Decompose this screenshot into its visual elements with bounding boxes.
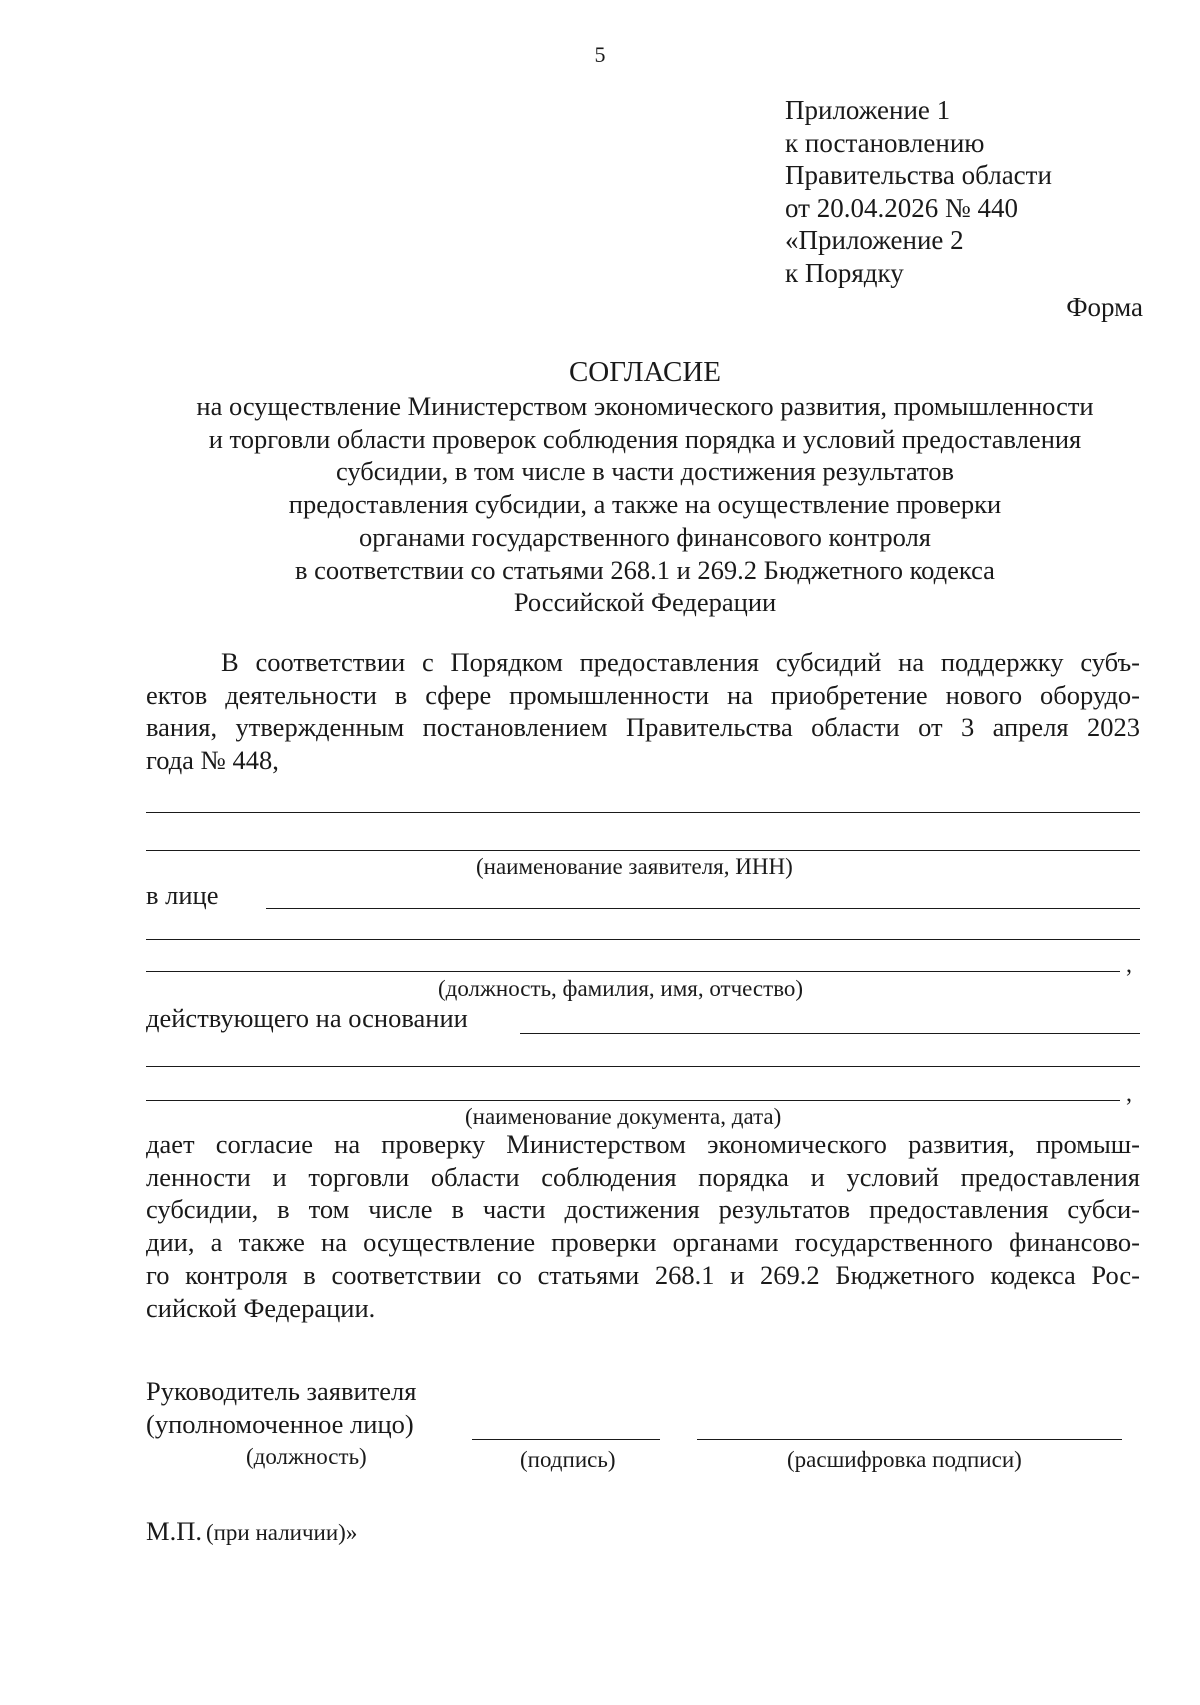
comma: , — [1126, 952, 1132, 978]
in-person-line-1[interactable] — [266, 908, 1140, 909]
applicant-caption: (наименование заявителя, ИНН) — [476, 854, 793, 879]
subtitle-line: на осуществление Министерством экономического развития, промышленности — [196, 391, 1094, 421]
subtitle-line: предоставления субсидии, а также на осуществление проверки — [288, 489, 1002, 520]
acting-basis-label: действующего на основании — [146, 1003, 468, 1033]
paragraph-line: дает согласие на проверку Министерством экономического развития, промыш- — [146, 1129, 1140, 1159]
subtitle-line: субсидии, в том числе в части достижения результатов — [335, 456, 955, 487]
appendix-line: от 20.04.2026 № 440 — [785, 192, 1018, 223]
document-subtitle — [0, 390, 1200, 619]
subtitle-line: и торговли области проверок соблюдения порядка и условий предоставления — [208, 423, 1082, 454]
paragraph-line: дии, а также на осуществление проверки органами государственного финансово- — [146, 1227, 1140, 1258]
appendix-line: Приложение 1 — [785, 95, 951, 125]
comma: , — [1126, 1081, 1132, 1107]
signature-decoding-caption: (расшифровка подписи) — [787, 1447, 1022, 1472]
authorized-person-label: (уполномоченное лицо) — [146, 1409, 414, 1439]
paragraph-line: В соответствии с Порядком предоставления субсидий на поддержку субъ- — [221, 647, 1140, 677]
appendix-line: «Приложение 2 — [785, 225, 964, 255]
appendix-block — [785, 94, 1052, 289]
paragraph-line: ленности и торговли области соблюдения порядка и условий предоставления — [146, 1161, 1140, 1192]
document-caption: (наименование документа, дата) — [465, 1104, 782, 1129]
subtitle-line: в соответствии со статьями 268.1 и 269.2 Бюджетного кодекса — [295, 554, 995, 585]
paragraph-line: субсидии, в том числе в части достижения результатов предоставления субси- — [146, 1194, 1140, 1225]
subtitle-line: Российской Федерации — [513, 587, 777, 618]
acting-basis-line-3[interactable] — [146, 1100, 1120, 1101]
stamp-note: (при наличии)» — [205, 1520, 358, 1545]
in-person-line-2[interactable] — [146, 939, 1140, 940]
paragraph-line: вания, утвержденным постановлением Правительства области от 3 апреля 2023 — [146, 712, 1140, 743]
page-number: 5 — [594, 42, 606, 67]
position-caption: (должность) — [246, 1444, 367, 1469]
applicant-name-line-2[interactable] — [146, 850, 1140, 851]
position-caption: (должность, фамилия, имя, отчество) — [438, 976, 804, 1001]
form-label: Форма — [1066, 292, 1143, 322]
appendix-line: к Порядку — [785, 257, 904, 288]
in-person-line-3[interactable] — [146, 971, 1120, 972]
stamp-label: М.П. — [146, 1516, 202, 1546]
in-person-label: в лице — [146, 880, 219, 910]
signature-decoding-line[interactable] — [697, 1439, 1122, 1440]
paragraph-line: ектов деятельности в сфере промышленности на приобретение нового оборудо- — [146, 679, 1140, 710]
paragraph-line: го контроля в соответствии со статьями 268.1 и 269.2 Бюджетного кодекса Рос- — [146, 1259, 1140, 1290]
appendix-line: Правительства области — [785, 160, 1052, 190]
subtitle-line: органами государственного финансового контроля — [358, 521, 931, 552]
intro-paragraph — [146, 646, 1140, 777]
document-title: СОГЛАСИЕ — [568, 356, 722, 388]
stamp-block — [146, 1516, 357, 1547]
signature-caption: (подпись) — [520, 1447, 616, 1472]
acting-basis-line-2[interactable] — [146, 1066, 1140, 1067]
head-label: Руководитель заявителя — [146, 1376, 417, 1406]
paragraph-line: года № 448, — [146, 745, 279, 776]
paragraph-line: сийской Федерации. — [146, 1292, 376, 1323]
signature-line[interactable] — [472, 1439, 660, 1440]
appendix-line: к постановлению — [785, 127, 985, 158]
applicant-name-line-1[interactable] — [146, 812, 1140, 813]
acting-basis-line-1[interactable] — [520, 1033, 1140, 1034]
consent-paragraph — [146, 1128, 1140, 1324]
